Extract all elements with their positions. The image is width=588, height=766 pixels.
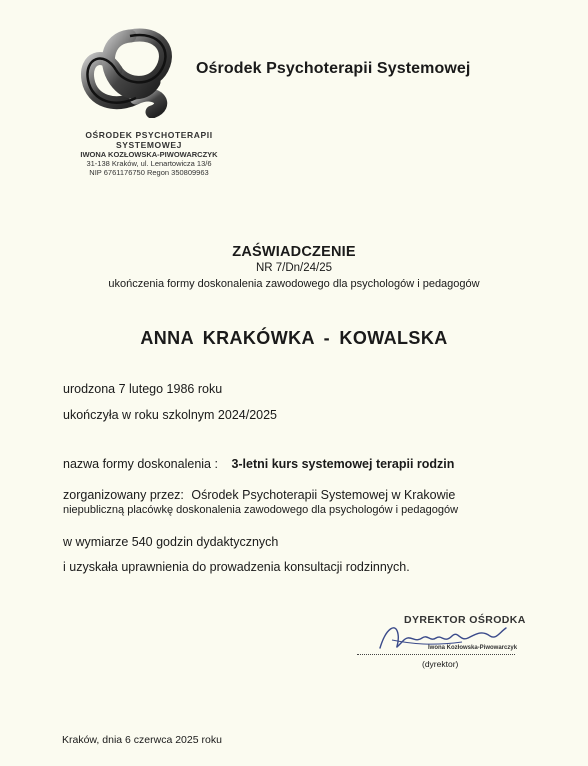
qualification-rights: i uzyskała uprawnienia do prowadzenia konsultacji rodzinnych. (63, 560, 410, 574)
director-stamp-name: Iwona Kozłowska-Piwowarczyk (428, 645, 518, 651)
stamp-line-5: NIP 6761176750 Regon 350809963 (89, 168, 209, 177)
signature-caption: (dyrektor) (422, 659, 459, 669)
stamp-line-4: 31-138 Kraków, ul. Lenartowicza 13/6 (86, 159, 212, 168)
certificate-number: NR 7/Dn/24/25 (255, 262, 333, 274)
school-year: ukończyła w roku szkolnym 2024/2025 (63, 408, 278, 422)
organizer-label: zorganizowany przez: (63, 488, 184, 502)
knot-logo-icon (76, 22, 184, 118)
certificate-subtitle: ukończenia formy doskonalenia zawodowego dla psychologów i pedagogów (108, 278, 480, 290)
stamp-line-3: IWONA KOZŁOWSKA-PIWOWARCZYK (80, 150, 218, 159)
institution-stamp (62, 130, 236, 177)
course-label: nazwa formy doskonalenia : (63, 457, 218, 471)
organizer-description: niepubliczną placówkę doskonalenia zawodowego dla psychologów i pedagogów (63, 504, 459, 516)
course-hours: w wymiarze 540 godzin dydaktycznych (63, 535, 279, 549)
organizer-name: Ośrodek Psychoterapii Systemowej w Krakowie (191, 488, 456, 502)
birth-date: urodzona 7 lutego 1986 roku (63, 382, 223, 396)
certificate-title: ZAŚWIADCZENIE (232, 244, 356, 260)
recipient-name: ANNA KRAKÓWKA - KOWALSKA (140, 328, 448, 348)
course-row (63, 457, 454, 471)
organizer-row (63, 488, 455, 502)
director-stamp-title: DYREKTOR OŚRODKA (404, 614, 526, 626)
course-name: 3-letni kurs systemowej terapii rodzin (231, 457, 455, 471)
stamp-line-1: OŚRODEK PSYCHOTERAPII (85, 130, 213, 140)
signature-line (357, 654, 515, 655)
place-and-date: Kraków, dnia 6 czerwca 2025 roku (62, 734, 222, 746)
handwritten-signature-icon (372, 618, 512, 658)
stamp-line-2: SYSTEMOWEJ (116, 140, 182, 150)
institution-header: Ośrodek Psychoterapii Systemowej (196, 60, 471, 77)
